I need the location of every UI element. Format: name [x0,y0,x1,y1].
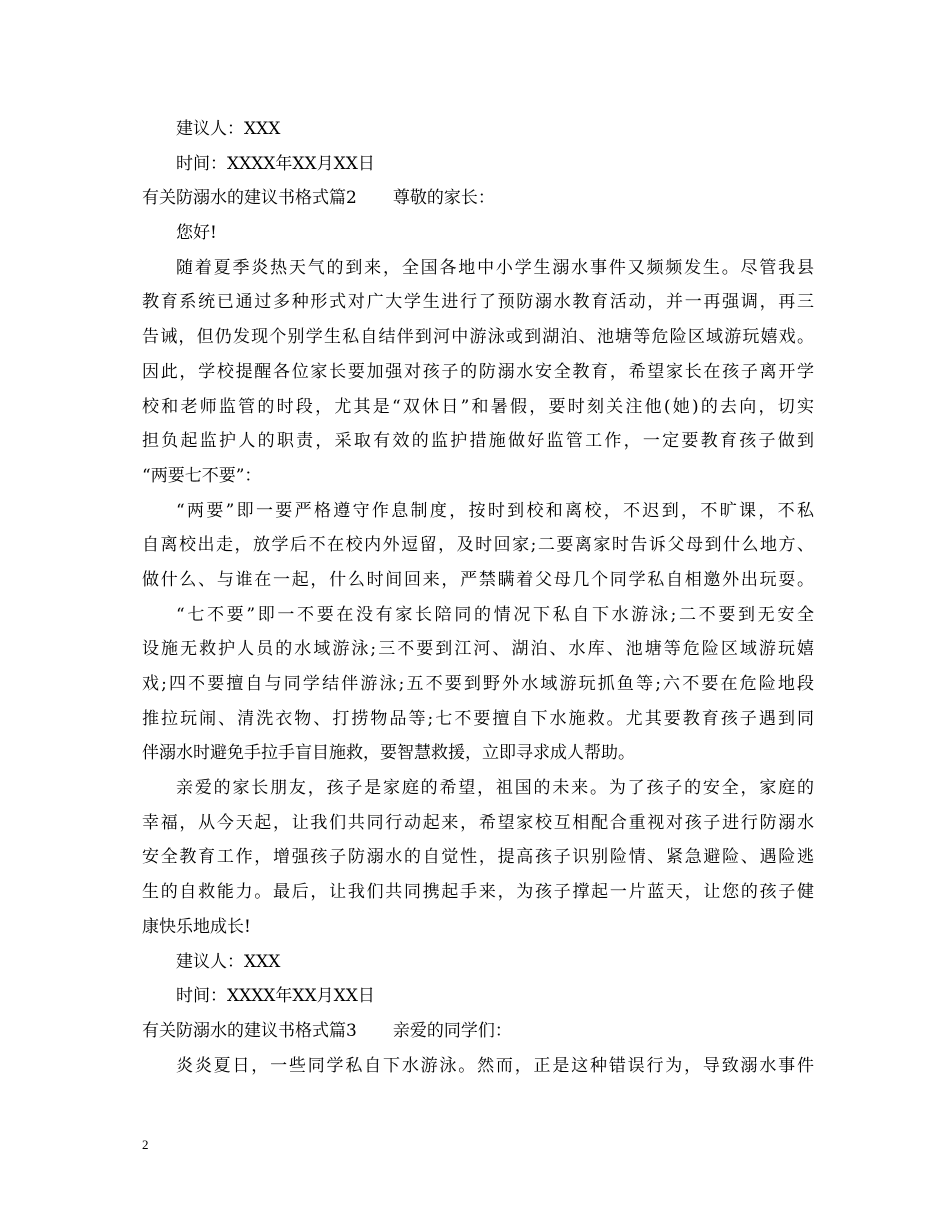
date-line: 时间：XXXX年XX月XX日 [176,153,375,174]
body-text-line: “七不要”即一不要在没有家长陪同的情况下私自下水游泳;二不要到无安全 [176,604,814,625]
body-text-line: 自离校出走，放学后不在校内外逗留，及时回家;二要离家时告诉父母到什么地方、 [142,535,814,556]
body-text-line: 幸福，从今天起，让我们共同行动起来，希望家校互相配合重视对孩子进行防溺水 [142,812,814,833]
body-text-line: 推拉玩闹、清洗衣物、打捞物品等;七不要擅自下水施救。尤其要教育孩子遇到同 [142,708,814,729]
section-heading-2 [142,181,814,216]
body-text-line: 康快乐地成长! [142,916,251,937]
body-text-line: 安全教育工作，增强孩子防溺水的自觉性，提高孩子识别险情、紧急避险、遇险逃 [142,847,814,868]
body-text-line: 伴溺水时避免手拉手盲目施救，要智慧救援，立即寻求成人帮助。 [142,743,635,764]
page-number: 2 [142,1137,149,1152]
body-text-line: 做什么、与谁在一起，什么时间回来，严禁瞒着父母几个同学私自相邀外出玩耍。 [142,569,814,590]
body-text-line: 炎炎夏日，一些同学私自下水游泳。然而，正是这种错误行为，导致溺水事件 [176,1055,814,1076]
signer-line: 建议人：XXX [176,119,281,139]
body-text-line: “两要七不要”： [142,465,262,486]
body-text-line: “两要”即一要严格遵守作息制度，按时到校和离校，不迟到，不旷课，不私 [176,500,814,521]
body-text-line: 校和老师监管的时段，尤其是“双休日”和暑假，要时刻关注他(她)的去向，切实 [142,396,814,417]
salutation-line: 您好! [176,223,217,244]
section-heading-3 [142,1014,814,1049]
body-text-line: 亲爱的家长朋友，孩子是家庭的希望，祖国的未来。为了孩子的安全，家庭的 [176,778,814,799]
section-title: 有关防溺水的建议书格式篇2 [142,188,357,209]
body-text-line: 设施无救护人员的水域游泳;三不要到江河、湖泊、水库、池塘等危险区域游玩嬉 [142,639,814,660]
body-text-line: 戏;四不要擅自与同学结伴游泳;五不要到野外水域游玩抓鱼等;六不要在危险地段 [142,674,814,694]
section-greeting: 尊敬的家长： [392,188,495,209]
signer-line: 建议人：XXX [176,951,281,972]
date-line: 时间：XXXX年XX月XX日 [176,986,375,1007]
body-text-line: 因此，学校提醒各位家长要加强对孩子的防溺水安全教育，希望家长在孩子离开学 [142,361,814,382]
body-text-line: 告诫，但仍发现个别学生私自结伴到河中游泳或到湖泊、池塘等危险区域游玩嬉戏。 [142,327,814,348]
section-title: 有关防溺水的建议书格式篇3 [142,1020,357,1041]
body-text-line: 教育系统已通过多种形式对广大学生进行了预防溺水教育活动，并一再强调，再三 [142,292,814,313]
body-text-line: 担负起监护人的职责，采取有效的监护措施做好监管工作，一定要教育孩子做到 [142,431,814,452]
document-body [142,112,814,1083]
body-text-line: 随着夏季炎热天气的到来，全国各地中小学生溺水事件又频频发生。尽管我县 [176,257,814,278]
section-greeting: 亲爱的同学们： [392,1020,512,1041]
body-text-line: 生的自救能力。最后，让我们共同携起手来，为孩子撑起一片蓝天，让您的孩子健 [142,882,814,903]
